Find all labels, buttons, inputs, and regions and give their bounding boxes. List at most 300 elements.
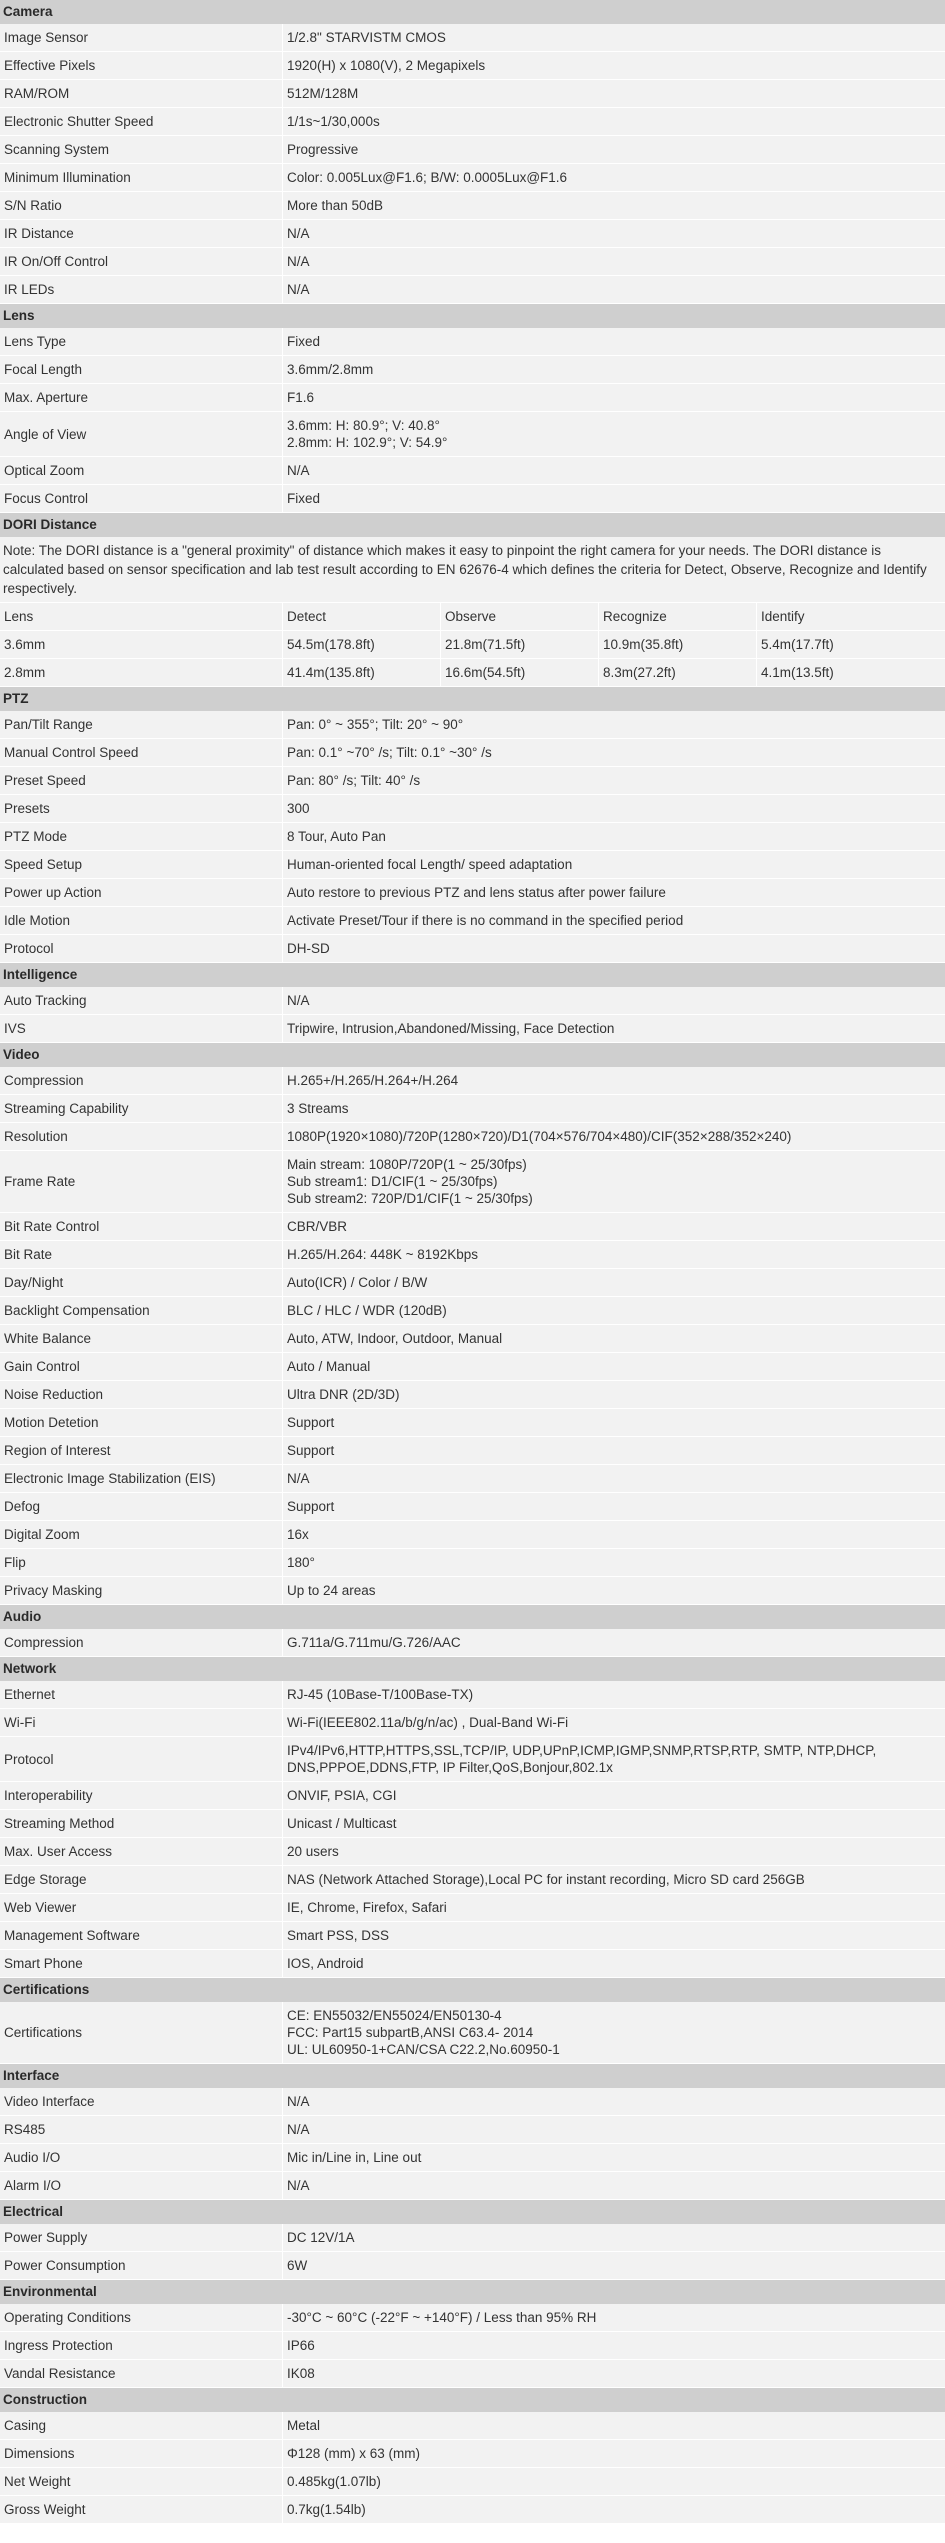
spec-value: [283, 457, 945, 484]
spec-row: [0, 1629, 945, 1657]
spec-row: [0, 879, 945, 907]
spec-label: Vandal Resistance: [0, 2360, 283, 2387]
spec-label: Privacy Masking: [0, 1577, 283, 1604]
spec-row: [0, 1409, 945, 1437]
spec-value-line: H.265/H.264: 448K ~ 8192Kbps: [287, 1247, 479, 1262]
spec-row: [0, 1950, 945, 1978]
dori-cell: 16.6m(54.5ft): [441, 659, 599, 686]
spec-value: [283, 384, 945, 411]
spec-value: [283, 1577, 945, 1604]
spec-row: [0, 356, 945, 384]
spec-value-line: N/A: [287, 463, 310, 478]
spec-label: Wi-Fi: [0, 1709, 283, 1736]
spec-row: [0, 80, 945, 108]
spec-row: [0, 1521, 945, 1549]
spec-label: Lens Type: [0, 328, 283, 355]
spec-row: [0, 136, 945, 164]
spec-row: [0, 1577, 945, 1605]
spec-row: [0, 1681, 945, 1709]
spec-value: [283, 412, 945, 456]
dori-cell: 3.6mm: [0, 631, 283, 658]
spec-label: IR Distance: [0, 220, 283, 247]
spec-value-line: Metal: [287, 2418, 321, 2433]
dori-cell: 54.5m(178.8ft): [283, 631, 441, 658]
spec-row: [0, 767, 945, 795]
spec-value: [283, 2116, 945, 2143]
spec-value: [283, 1521, 945, 1548]
spec-row: [0, 384, 945, 412]
spec-value-line: Smart PSS, DSS: [287, 1928, 390, 1943]
spec-value-line: DNS,PPPOE,DDNS,FTP, IP Filter,QoS,Bonjour,802.1x: [287, 1760, 613, 1775]
spec-value-line: DC 12V/1A: [287, 2230, 355, 2245]
spec-value-line: F1.6: [287, 390, 315, 405]
spec-label: Gross Weight: [0, 2496, 283, 2523]
spec-value: [283, 2304, 945, 2331]
spec-value-line: Support: [287, 1499, 335, 1514]
spec-label: Streaming Method: [0, 1810, 283, 1837]
spec-value-line: CE: EN55032/EN55024/EN50130-4: [287, 2008, 502, 2023]
spec-value-line: Pan: 80° /s; Tilt: 40° /s: [287, 773, 421, 788]
spec-value: [283, 1709, 945, 1736]
spec-row: [0, 1067, 945, 1095]
spec-value-line: 1080P(1920×1080)/720P(1280×720)/D1(704×576/704×480)/CIF(352×288/352×240): [287, 1129, 792, 1144]
spec-label: Angle of View: [0, 412, 283, 456]
spec-value-line: Progressive: [287, 142, 359, 157]
spec-value: [283, 1950, 945, 1977]
spec-label: Electronic Image Stabilization (EIS): [0, 1465, 283, 1492]
spec-row: [0, 1838, 945, 1866]
spec-value: [283, 2412, 945, 2439]
spec-value-line: 1/2.8" STARVISTM CMOS: [287, 30, 446, 45]
spec-value: [283, 1123, 945, 1150]
spec-row: [0, 2304, 945, 2332]
spec-value: [283, 1866, 945, 1893]
spec-value-line: 1920(H) x 1080(V), 2 Megapixels: [287, 58, 486, 73]
spec-label: Region of Interest: [0, 1437, 283, 1464]
spec-value-line: N/A: [287, 226, 310, 241]
spec-row: [0, 485, 945, 513]
spec-value-line: Human-oriented focal Length/ speed adaptation: [287, 857, 573, 872]
spec-value: [283, 2332, 945, 2359]
spec-value-line: Fixed: [287, 334, 321, 349]
spec-value-line: Sub stream1: D1/CIF(1 ~ 25/30fps): [287, 1174, 498, 1189]
spec-label: Electronic Shutter Speed: [0, 108, 283, 135]
spec-row: [0, 1381, 945, 1409]
spec-value-line: Pan: 0.1° ~70° /s; Tilt: 0.1° ~30° /s: [287, 745, 492, 760]
spec-label: Preset Speed: [0, 767, 283, 794]
spec-value: [283, 1737, 945, 1781]
spec-row: [0, 1709, 945, 1737]
spec-value-line: Mic in/Line in, Line out: [287, 2150, 422, 2165]
spec-value: [283, 1067, 945, 1094]
spec-row: [0, 1015, 945, 1043]
spec-row: [0, 457, 945, 485]
spec-row: [0, 248, 945, 276]
spec-value: [283, 2468, 945, 2495]
spec-value-line: 16x: [287, 1527, 309, 1542]
spec-label: Dimensions: [0, 2440, 283, 2467]
spec-label: Compression: [0, 1067, 283, 1094]
spec-label: Max. Aperture: [0, 384, 283, 411]
spec-label: Effective Pixels: [0, 52, 283, 79]
spec-value: [283, 164, 945, 191]
spec-value-line: Auto / Manual: [287, 1359, 371, 1374]
spec-value: [283, 1269, 945, 1296]
spec-value-line: Support: [287, 1443, 335, 1458]
spec-value-line: N/A: [287, 282, 310, 297]
spec-value: [283, 1353, 945, 1380]
section-header: PTZ: [0, 687, 945, 711]
spec-value-line: 0.485kg(1.07lb): [287, 2474, 381, 2489]
spec-label: Digital Zoom: [0, 1521, 283, 1548]
spec-label: PTZ Mode: [0, 823, 283, 850]
spec-value-line: UL: UL60950-1+CAN/CSA C22.2,No.60950-1: [287, 2042, 560, 2057]
section-header: Interface: [0, 2064, 945, 2088]
spec-value-line: CBR/VBR: [287, 1219, 348, 1234]
spec-value-line: IPv4/IPv6,HTTP,HTTPS,SSL,TCP/IP, UDP,UPnP,ICMP,IGMP,SNMP,RTSP,RTP, SMTP, NTP,DHCP,: [287, 1743, 877, 1758]
spec-label: Bit Rate: [0, 1241, 283, 1268]
spec-row: [0, 2412, 945, 2440]
spec-value-line: 8 Tour, Auto Pan: [287, 829, 386, 844]
spec-label: Idle Motion: [0, 907, 283, 934]
spec-value-line: Pan: 0° ~ 355°; Tilt: 20° ~ 90°: [287, 717, 464, 732]
spec-label: Operating Conditions: [0, 2304, 283, 2331]
spec-value: [283, 192, 945, 219]
spec-value-line: IOS, Android: [287, 1956, 364, 1971]
spec-label: Video Interface: [0, 2088, 283, 2115]
spec-value: [283, 879, 945, 906]
spec-value: [283, 1493, 945, 1520]
spec-value-line: RJ-45 (10Base-T/100Base-TX): [287, 1687, 474, 1702]
section-header: Audio: [0, 1605, 945, 1629]
section-header: Electrical: [0, 2200, 945, 2224]
spec-value-line: N/A: [287, 993, 310, 1008]
spec-value-line: 3.6mm/2.8mm: [287, 362, 374, 377]
spec-value: [283, 2144, 945, 2171]
spec-value-line: IK08: [287, 2366, 315, 2381]
dori-cell: Observe: [441, 603, 599, 630]
spec-row: [0, 1866, 945, 1894]
spec-value: [283, 1381, 945, 1408]
spec-row: [0, 1241, 945, 1269]
spec-label: Management Software: [0, 1922, 283, 1949]
spec-row: [0, 220, 945, 248]
spec-value: [283, 1437, 945, 1464]
spec-value-line: 512M/128M: [287, 86, 359, 101]
spec-row: [0, 2440, 945, 2468]
section-header: Lens: [0, 304, 945, 328]
spec-row: [0, 2088, 945, 2116]
spec-label: Smart Phone: [0, 1950, 283, 1977]
spec-label: Focal Length: [0, 356, 283, 383]
spec-label: Defog: [0, 1493, 283, 1520]
spec-row: [0, 1437, 945, 1465]
spec-value-line: DH-SD: [287, 941, 330, 956]
section-header: Intelligence: [0, 963, 945, 987]
spec-row: [0, 164, 945, 192]
spec-value: [283, 1325, 945, 1352]
spec-value: [283, 2224, 945, 2251]
spec-value: [283, 248, 945, 275]
dori-cell: 4.1m(13.5ft): [761, 665, 834, 680]
spec-row: [0, 276, 945, 304]
spec-value: [283, 823, 945, 850]
section-note: Note: The DORI distance is a "general proximity" of distance which makes it easy to pinpoint the right camera for your needs. The DORI distance is calculated based on sensor specification and lab test result according to EN 62676-4 which defines the criteria for Detect, Observe, Recognize and Identify respectively.: [0, 537, 945, 603]
spec-row: [0, 2252, 945, 2280]
spec-value-line: 1/1s~1/30,000s: [287, 114, 380, 129]
section-header: Environmental: [0, 2280, 945, 2304]
spec-value-line: More than 50dB: [287, 198, 384, 213]
spec-value-line: N/A: [287, 254, 310, 269]
dori-row: [0, 631, 945, 659]
spec-row: [0, 1269, 945, 1297]
spec-row: [0, 192, 945, 220]
spec-row: [0, 1095, 945, 1123]
section-header: Video: [0, 1043, 945, 1067]
spec-label: Ingress Protection: [0, 2332, 283, 2359]
dori-cell: Detect: [283, 603, 441, 630]
spec-label: Manual Control Speed: [0, 739, 283, 766]
spec-row: [0, 795, 945, 823]
spec-value-line: Ultra DNR (2D/3D): [287, 1387, 400, 1402]
spec-value: [283, 24, 945, 51]
spec-row: [0, 851, 945, 879]
spec-label: Casing: [0, 2412, 283, 2439]
spec-label: S/N Ratio: [0, 192, 283, 219]
spec-row: [0, 1151, 945, 1213]
spec-row: [0, 2332, 945, 2360]
spec-row: [0, 1922, 945, 1950]
dori-cell: 10.9m(35.8ft): [599, 631, 757, 658]
dori-cell: 21.8m(71.5ft): [441, 631, 599, 658]
spec-value-line: -30°C ~ 60°C (-22°F ~ +140°F) / Less than 95% RH: [287, 2310, 597, 2325]
spec-row: [0, 328, 945, 356]
spec-label: RS485: [0, 2116, 283, 2143]
spec-label: Gain Control: [0, 1353, 283, 1380]
spec-label: Interoperability: [0, 1782, 283, 1809]
spec-value-line: H.265+/H.265/H.264+/H.264: [287, 1073, 459, 1088]
spec-label: Protocol: [0, 1737, 283, 1781]
spec-label: Net Weight: [0, 2468, 283, 2495]
spec-label: Power Supply: [0, 2224, 283, 2251]
spec-value: [283, 1213, 945, 1240]
spec-row: [0, 1353, 945, 1381]
spec-label: Frame Rate: [0, 1151, 283, 1212]
spec-value: [283, 1549, 945, 1576]
spec-value: [283, 907, 945, 934]
dori-cell: Recognize: [599, 603, 757, 630]
spec-row: [0, 1782, 945, 1810]
spec-row: [0, 1493, 945, 1521]
spec-label: IR On/Off Control: [0, 248, 283, 275]
spec-value-line: Sub stream2: 720P/D1/CIF(1 ~ 25/30fps): [287, 1191, 533, 1206]
spec-label: Resolution: [0, 1123, 283, 1150]
spec-row: [0, 935, 945, 963]
spec-row: [0, 108, 945, 136]
spec-value-line: IE, Chrome, Firefox, Safari: [287, 1900, 447, 1915]
spec-row: [0, 24, 945, 52]
spec-value-line: Auto(ICR) / Color / B/W: [287, 1275, 428, 1290]
spec-label: Pan/Tilt Range: [0, 711, 283, 738]
spec-row: [0, 1213, 945, 1241]
section-header: Network: [0, 1657, 945, 1681]
spec-label: Protocol: [0, 935, 283, 962]
spec-value-line: 0.7kg(1.54lb): [287, 2502, 366, 2517]
spec-label: Audio I/O: [0, 2144, 283, 2171]
spec-label: Auto Tracking: [0, 987, 283, 1014]
spec-row: [0, 987, 945, 1015]
spec-label: Scanning System: [0, 136, 283, 163]
spec-row: [0, 1894, 945, 1922]
spec-row: [0, 1737, 945, 1782]
spec-value: [283, 2252, 945, 2279]
spec-value: [283, 80, 945, 107]
spec-value-line: G.711a/G.711mu/G.726/AAC: [287, 1635, 461, 1650]
dori-cell: 5.4m(17.7ft): [761, 637, 834, 652]
spec-value-line: N/A: [287, 1471, 310, 1486]
spec-value: [283, 1015, 945, 1042]
spec-value: [283, 52, 945, 79]
spec-row: [0, 2172, 945, 2200]
spec-label: White Balance: [0, 1325, 283, 1352]
spec-value-line: Support: [287, 1415, 335, 1430]
spec-value: [283, 767, 945, 794]
spec-value-line: NAS (Network Attached Storage),Local PC for instant recording, Micro SD card 256GB: [287, 1872, 805, 1887]
spec-row: [0, 739, 945, 767]
spec-value: [283, 1241, 945, 1268]
spec-value: [283, 1838, 945, 1865]
section-header: Camera: [0, 0, 945, 24]
spec-value-line: Wi-Fi(IEEE802.11a/b/g/n/ac) , Dual-Band Wi-Fi: [287, 1715, 569, 1730]
spec-label: RAM/ROM: [0, 80, 283, 107]
spec-row: [0, 1810, 945, 1838]
spec-value: [283, 328, 945, 355]
section-header: Certifications: [0, 1978, 945, 2002]
spec-label: Compression: [0, 1629, 283, 1656]
spec-label: Focus Control: [0, 485, 283, 512]
spec-value: [283, 987, 945, 1014]
spec-row: [0, 1325, 945, 1353]
spec-row: [0, 823, 945, 851]
spec-value-line: IP66: [287, 2338, 315, 2353]
spec-label: Alarm I/O: [0, 2172, 283, 2199]
section-header: DORI Distance: [0, 513, 945, 537]
spec-value: [283, 1629, 945, 1656]
spec-row: [0, 2224, 945, 2252]
spec-row: [0, 2496, 945, 2524]
spec-row: [0, 2144, 945, 2172]
spec-label: Bit Rate Control: [0, 1213, 283, 1240]
spec-value-line: Color: 0.005Lux@F1.6; B/W: 0.0005Lux@F1.6: [287, 170, 568, 185]
spec-value: [283, 2172, 945, 2199]
spec-row: [0, 1123, 945, 1151]
spec-value: [283, 711, 945, 738]
spec-label: Minimum Illumination: [0, 164, 283, 191]
spec-value-line: Up to 24 areas: [287, 1583, 376, 1598]
spec-value: [283, 485, 945, 512]
spec-value-line: 3 Streams: [287, 1101, 349, 1116]
spec-value: [283, 356, 945, 383]
spec-value-line: N/A: [287, 2122, 310, 2137]
spec-value: [283, 851, 945, 878]
spec-label: Certifications: [0, 2002, 283, 2063]
spec-value-line: FCC: Part15 subpartB,ANSI C63.4- 2014: [287, 2025, 534, 2040]
spec-row: [0, 2116, 945, 2144]
dori-row: [0, 659, 945, 687]
spec-label: Web Viewer: [0, 1894, 283, 1921]
dori-header-row: [0, 603, 945, 631]
spec-value-line: Unicast / Multicast: [287, 1816, 397, 1831]
spec-value-line: Tripwire, Intrusion,Abandoned/Missing, Face Detection: [287, 1021, 615, 1036]
dori-cell: 41.4m(135.8ft): [283, 659, 441, 686]
spec-value: [283, 136, 945, 163]
spec-value-line: 300: [287, 801, 310, 816]
spec-label: Image Sensor: [0, 24, 283, 51]
spec-row: [0, 412, 945, 457]
spec-value: [283, 2440, 945, 2467]
spec-label: IR LEDs: [0, 276, 283, 303]
spec-label: Flip: [0, 1549, 283, 1576]
spec-row: [0, 1465, 945, 1493]
spec-value: [283, 2360, 945, 2387]
spec-label: Power Consumption: [0, 2252, 283, 2279]
spec-label: Edge Storage: [0, 1866, 283, 1893]
spec-value-line: Main stream: 1080P/720P(1 ~ 25/30fps): [287, 1157, 527, 1172]
spec-value: [283, 1894, 945, 1921]
spec-value: [283, 935, 945, 962]
spec-value: [283, 795, 945, 822]
spec-label: Power up Action: [0, 879, 283, 906]
dori-cell: 2.8mm: [0, 659, 283, 686]
spec-value-line: Auto, ATW, Indoor, Outdoor, Manual: [287, 1331, 503, 1346]
dori-cell: Identify: [761, 609, 805, 624]
spec-label: Backlight Compensation: [0, 1297, 283, 1324]
spec-row: [0, 1297, 945, 1325]
spec-value-line: ONVIF, PSIA, CGI: [287, 1788, 397, 1803]
spec-value: [283, 108, 945, 135]
spec-value: [283, 739, 945, 766]
spec-value: [283, 2496, 945, 2523]
spec-label: Presets: [0, 795, 283, 822]
spec-row: [0, 2360, 945, 2388]
spec-value: [283, 2088, 945, 2115]
spec-label: Motion Detetion: [0, 1409, 283, 1436]
spec-value: [283, 1095, 945, 1122]
spec-label: Optical Zoom: [0, 457, 283, 484]
spec-value-line: N/A: [287, 2178, 310, 2193]
spec-value-line: 20 users: [287, 1844, 339, 1859]
spec-row: [0, 2002, 945, 2064]
spec-row: [0, 907, 945, 935]
section-header: Construction: [0, 2388, 945, 2412]
spec-label: Ethernet: [0, 1681, 283, 1708]
spec-value-line: BLC / HLC / WDR (120dB): [287, 1303, 447, 1318]
spec-label: Max. User Access: [0, 1838, 283, 1865]
spec-label: Speed Setup: [0, 851, 283, 878]
spec-value-line: 6W: [287, 2258, 308, 2273]
spec-label: Streaming Capability: [0, 1095, 283, 1122]
spec-value-line: 180°: [287, 1555, 315, 1570]
spec-value: [283, 1810, 945, 1837]
dori-cell: 8.3m(27.2ft): [599, 659, 757, 686]
spec-row: [0, 52, 945, 80]
spec-value-line: 2.8mm: H: 102.9°; V: 54.9°: [287, 435, 448, 450]
spec-value-line: Φ128 (mm) x 63 (mm): [287, 2446, 421, 2461]
spec-value: [283, 1681, 945, 1708]
spec-value: [283, 276, 945, 303]
spec-value: [283, 1782, 945, 1809]
dori-cell: Lens: [0, 603, 283, 630]
